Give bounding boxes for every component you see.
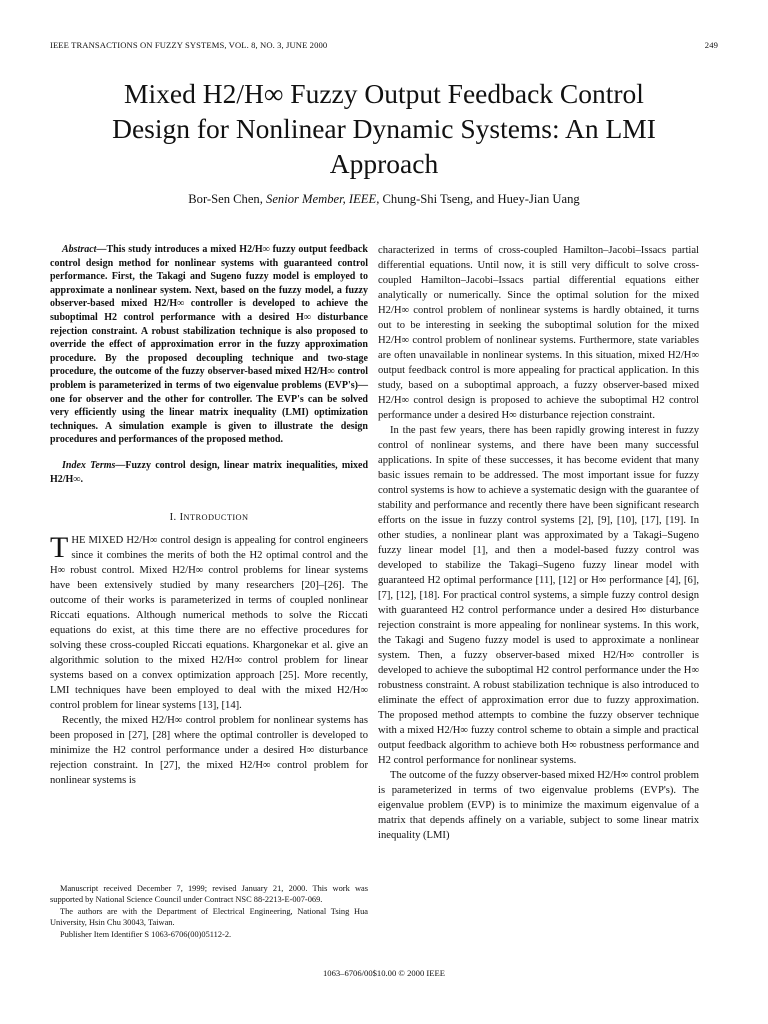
author-1: Bor-Sen Chen [188,192,260,206]
title-line-2: Design for Nonlinear Dynamic Systems: An LMI [112,113,656,144]
intro-paragraph-1-text: HE MIXED H2/H∞ control design is appealing for control engineers since it combines the merits of both the H2 optimal control and the H∞ robust control. Mixed H2/H∞ control problems for linear systems have been extensively studied by many researchers [20]–[26]. The outcome of their works is parameterized in terms of coupled nonlinear Riccati equations. Although numerical methods to solve the Riccati equations do exist, at this time there are no effective procedures for solving these cross-coupled Riccati equations. Khargonekar et al. give an algorithmic solution to the mixed H2/H∞ control problem for linear systems based on a convex optimization approach [25]. More recently, LMI techniques have been employed to deal with the mixed H2/H∞ control problem for linear systems [13], [14]. [50,535,368,712]
section-heading-introduction [50,510,368,525]
abstract-text: This study introduces a mixed H2/H∞ fuzzy output feedback control design method for nonlinear systems with guaranteed control performance. First, the Takagi and Sugeno fuzzy model is employed to approximate a nonlinear system. Next, based on the fuzzy model, a fuzzy observer-based mixed H2/H∞ controller is developed to achieve the suboptimal H2 control performance with a desired H∞ disturbance rejection constraint. A robust stabilization technique is also proposed to override the effect of approximation error in the fuzzy approximation procedure. By the proposed decoupling technique and two-stage procedure, the outcome of the fuzzy observer-based mixed H2/H∞ control problem is parameterized in terms of two eigenvalue problems (EVP's)—one for observer and the other for controller. The EVP's can be solved very efficiently using the linear matrix inequality (LMI) optimization techniques. A simulation example is given to illustrate the design procedures and performances of the proposed method. [50,244,368,446]
title-line-1: Mixed H2/H∞ Fuzzy Output Feedback Control [124,78,644,109]
section-title-initial: I [179,512,184,524]
index-terms-label: Index Terms— [62,459,126,471]
footnote-affiliation: The authors are with the Department of Electrical Engineering, National Tsing Hua University, Hsin Chu 30043, Taiwan. [50,906,368,928]
running-header [50,40,718,54]
right-paragraph-3: The outcome of the fuzzy observer-based mixed H2/H∞ control problem is parameterized in terms of two eigenvalue problems (EVP's). The eigenvalue problem (EVP) is to minimize the maximum eigenvalue of a matrix that depends affinely on a variable, subject to some linear matrix inequality (LMI) [378,770,699,841]
journal-name: IEEE TRANSACTIONS ON FUZZY SYSTEMS, VOL. 8, NO. 3, JUNE 2000 [50,40,328,50]
drop-cap: T [50,531,69,565]
index-terms [50,459,368,486]
right-paragraph-2: In the past few years, there has been rapidly growing interest in fuzzy control of nonlinear systems, and there have been many successful applications. In spite of these successes, it has become evident that many basic issues remain to be addressed. The most important issue for fuzzy control systems is how to achieve a systematic design with the guarantee of stability and performance and recently there have been significant research efforts on the issue in fuzzy control systems [2], [9], [10], [17], [19]. In other studies, a nonlinear plant was approximated by a Takagi–Sugeno fuzzy linear model [1], and then a model-based fuzzy control was developed to stabilize the Takagi–Sugeno fuzzy linear model with guaranteed H2 optimal performance [11], [12] or H∞ performance [4], [6], [7], [12], [18]. For practical control systems, a simple fuzzy control design with guaranteed H2 control performance under a desired H∞ disturbance rejection constraint is more appealing for nonlinear systems. In this work, the Takagi and Sugeno fuzzy model is used to approximate a nonlinear system. Then, a fuzzy observer-based mixed H2/H∞ controller is developed to achieve the suboptimal H2 control performance under the H∞ robustness constraint. A robust stabilization technique is also introduced to eliminate the effect of approximation error due to fuzzy approximation. The proposed method attempts to combine the fuzzy observer technique with a mixed H2/H∞ fuzzy control scheme to obtain a simple and practical output feedback algorithm to achieve both H∞ robustness performance and H2 control performance for nonlinear systems. [378,425,699,766]
right-column [378,243,699,843]
left-column [50,243,368,788]
author-list: Bor-Sen Chen, Senior Member, IEEE, Chung-Shi Tseng, and Huey-Jian Uang [188,192,580,206]
footnotes [50,883,368,940]
copyright-footer: 1063–6706/00$10.00 © 2000 IEEE [322,968,446,978]
index-terms-text: Fuzzy control design, linear matrix inequalities, mixed H2/H∞. [50,459,368,485]
author-1-title: Senior Member, IEEE [266,192,377,206]
other-authors: , Chung-Shi Tseng, and Huey-Jian Uang [376,192,580,206]
paper-title [40,76,728,181]
intro-paragraph-2: Recently, the mixed H2/H∞ control problem for nonlinear systems has been proposed in [27], [28] where the optimal controller is developed to minimize the H2 control performance under a desired H∞ disturbance rejection constraint. In [27], the mixed H2/H∞ control problem for nonlinear systems is [50,715,368,787]
footnote-manuscript: Manuscript received December 7, 1999; revised January 21, 2000. This work was supported by National Science Council under Contract NSC 88-2213-E-007-069. [50,884,368,905]
intro-paragraph-1 [50,533,368,713]
title-line-3: Approach [329,148,439,179]
page-number: 249 [704,40,718,50]
section-title-rest: NTRODUCTION [183,513,249,523]
abstract-label: Abstract— [62,244,107,255]
section-number: I. [169,512,177,524]
abstract [50,243,368,447]
right-paragraph-1: characterized in terms of cross-coupled Hamilton–Jacobi–Issacs partial differential equations. Until now, it is still very difficult to solve cross-coupled Hamilton–Jacobi–Issacs partial differential equations either analytically or numerically. Since the optimal solution for the mixed H2/H∞ control problem of nonlinear systems is hardly obtained, it turns out to be interesting in seeking the suboptimal solution for the mixed H2/H∞ control problem of nonlinear systems. Furthermore, state variables are often unavailable in nonlinear systems. In this situation, mixed H2/H∞ output feedback control is more appealing for practical application. In this study, based on a suboptimal approach, a fuzzy observer-based mixed H2/H∞ control design is proposed to achieve the suboptimal H2 control performance under a desired H∞ disturbance rejection constraint. [378,245,699,421]
footnote-publisher-id: Publisher Item Identifier S 1063-6706(00)05112-2. [60,929,232,939]
